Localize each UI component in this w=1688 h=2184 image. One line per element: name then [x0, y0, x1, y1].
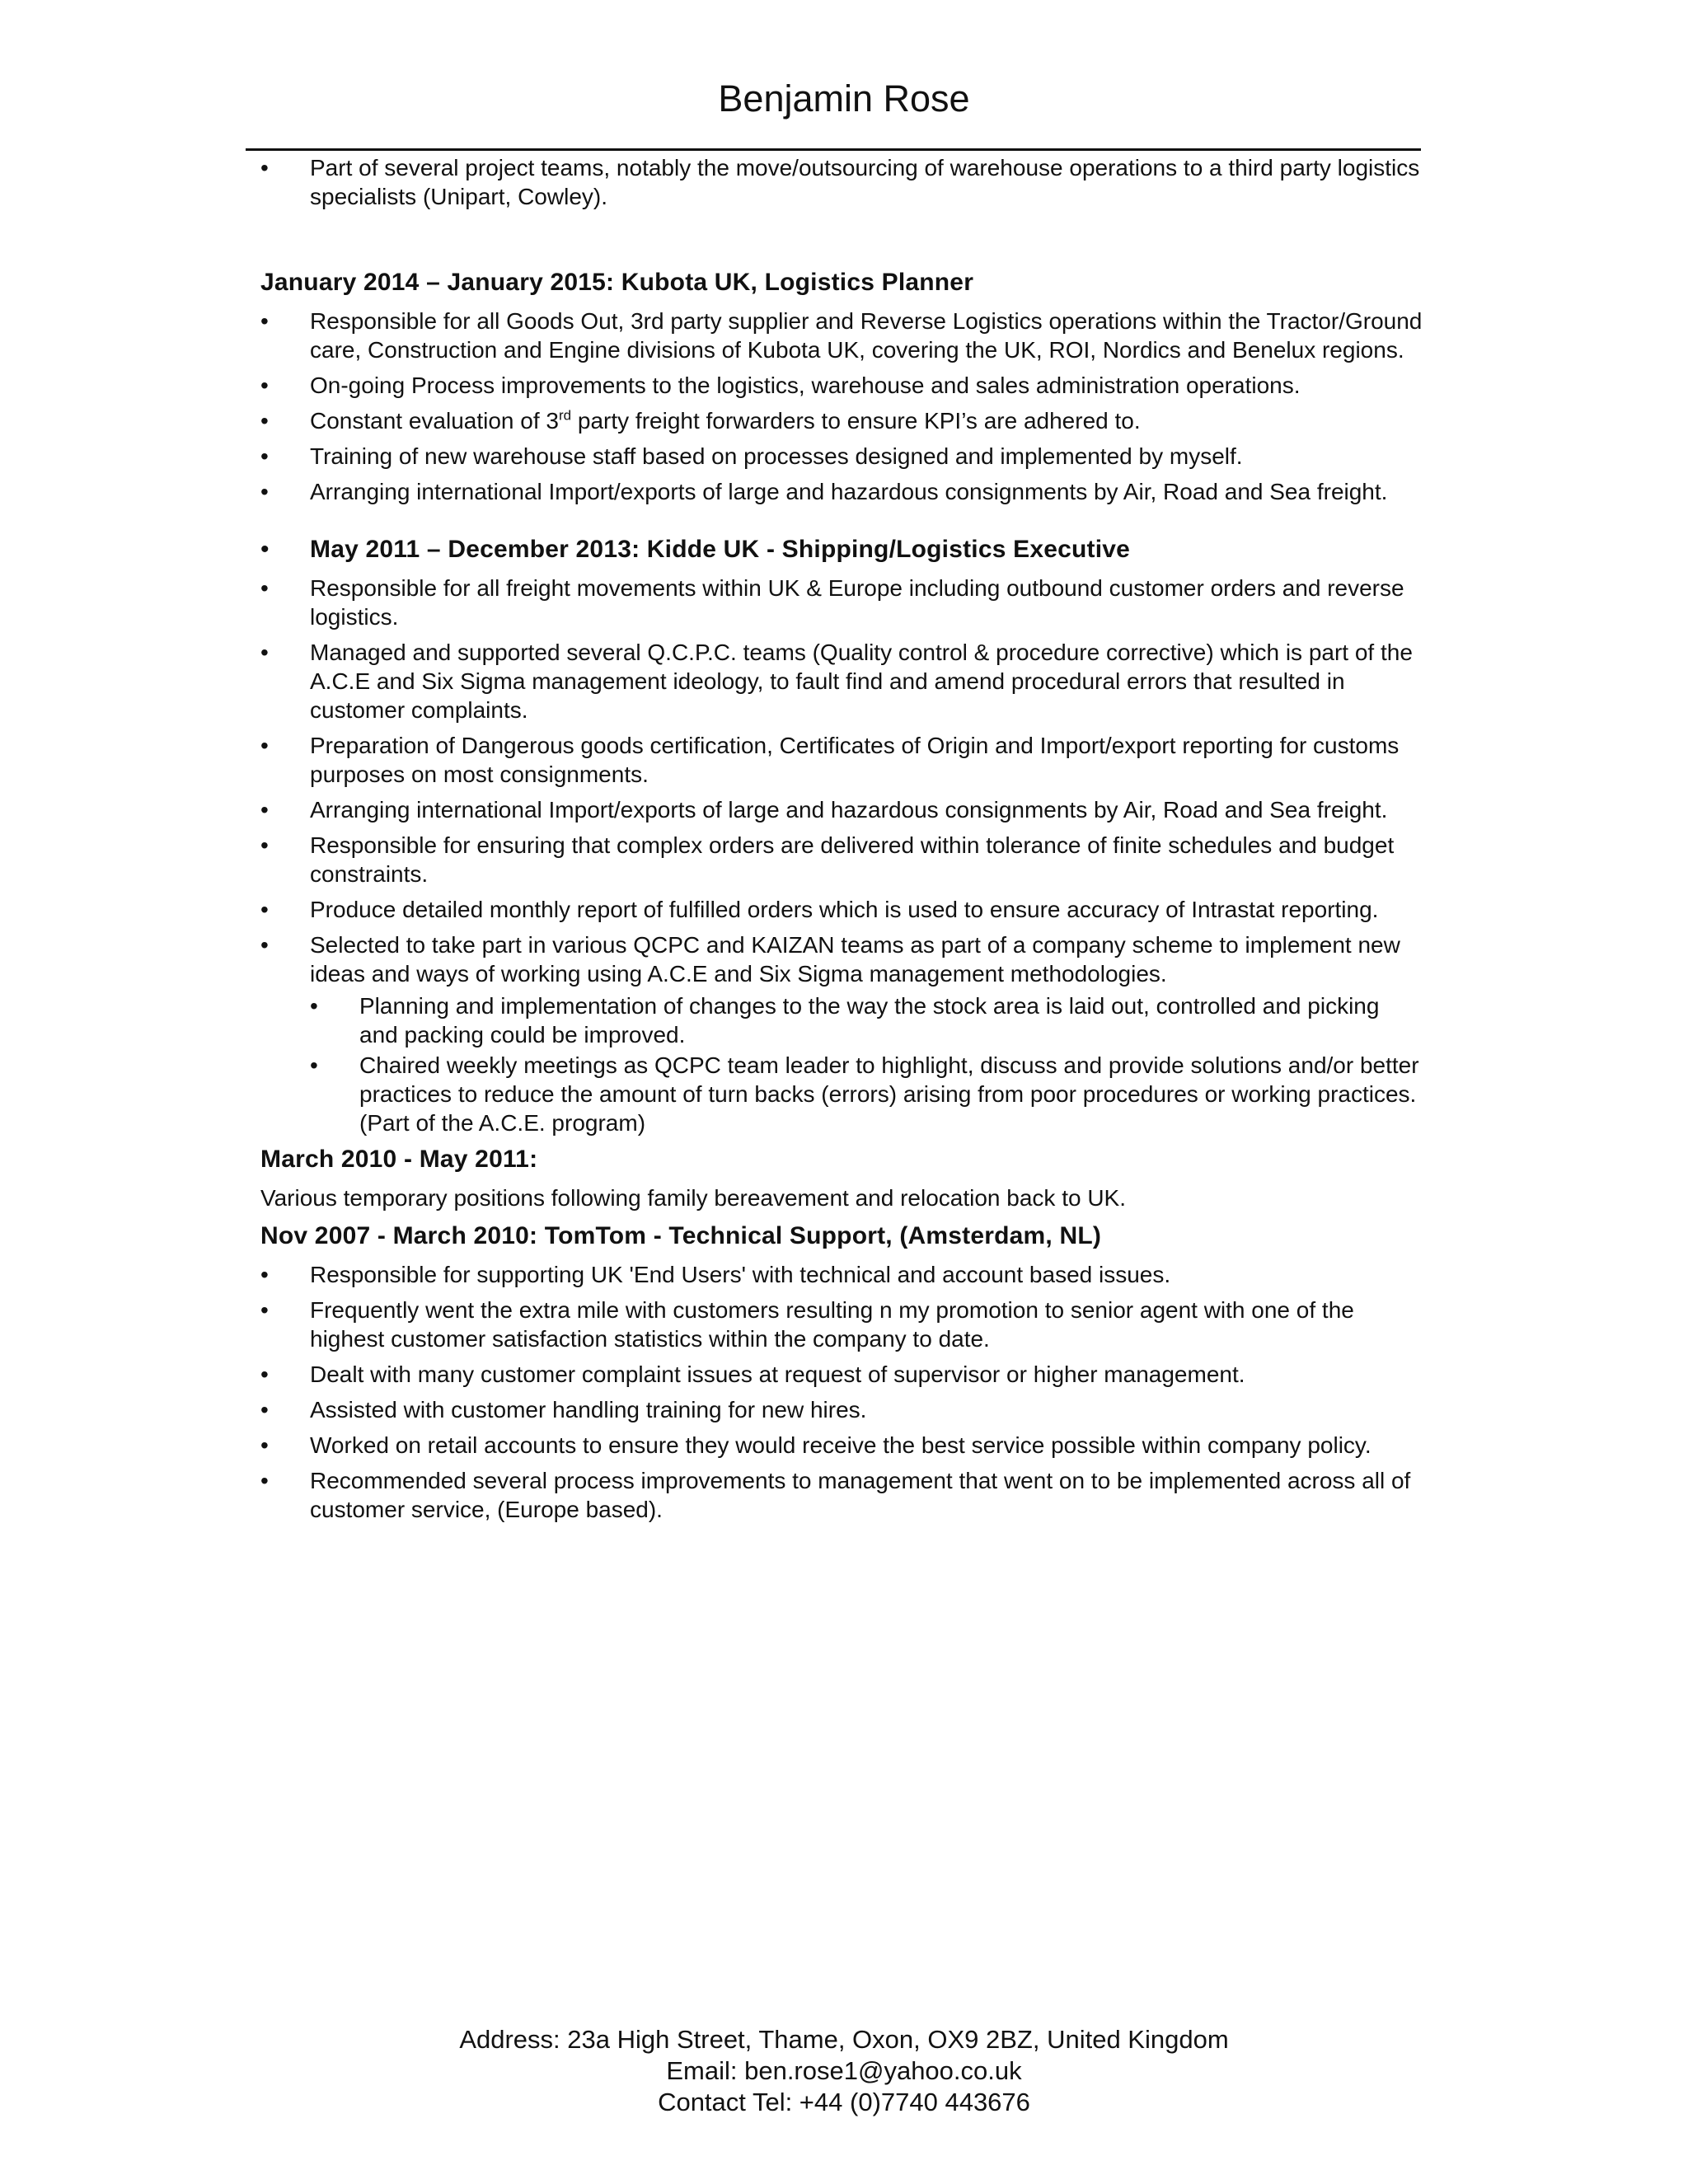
kpi-text-start: Constant evaluation of 3	[310, 408, 559, 434]
list-item: • On-going Process improvements to the logistics, warehouse and sales administration operations.	[260, 371, 1423, 400]
section-kubota	[260, 267, 1423, 506]
list-item: • Dealt with many customer complaint issues at request of supervisor or higher management.	[260, 1360, 1423, 1389]
list-item: • Frequently went the extra mile with customers resulting n my promotion to senior agent with one of the highest customer satisfaction statistics within the company to date.	[260, 1296, 1423, 1353]
section-tomtom	[260, 1221, 1423, 1524]
kubota-list	[260, 307, 1423, 506]
tomtom-list	[260, 1260, 1423, 1524]
kidde-list	[260, 574, 1423, 1137]
intro-list	[260, 153, 1423, 211]
list-item: • Responsible for all freight movements within UK & Europe including outbound customer orders and reverse logistics.	[260, 574, 1423, 631]
section-kidde	[260, 534, 1423, 1137]
section-temporary	[260, 1144, 1423, 1212]
page-title: Benjamin Rose	[718, 77, 970, 120]
list-item: • Part of several project teams, notably the move/outsourcing of warehouse operations to a third party logistics specialists (Unipart, Cowley).	[260, 153, 1423, 211]
list-item-text: Selected to take part in various QCPC and KAIZAN teams as part of a company scheme to implement new ideas and ways of working using A.C.E and Six Sigma management methodologies.	[310, 932, 1400, 987]
list-item: • Managed and supported several Q.C.P.C. teams (Quality control & procedure corrective) which is part of the A.C.E and Six Sigma management ideology, to fault find and amend procedural errors that resulted in customer complaints.	[260, 638, 1423, 724]
section-heading: Nov 2007 - March 2010: TomTom - Technical Support, (Amsterdam, NL)	[260, 1222, 1102, 1249]
contact-footer	[0, 2024, 1688, 2118]
footer-email: Email: ben.rose1@yahoo.co.uk	[666, 2056, 1022, 2085]
list-item: • Arranging international Import/exports of large and hazardous consignments by Air, Road and Sea freight.	[260, 795, 1423, 824]
list-item: • Produce detailed monthly report of fulfilled orders which is used to ensure accuracy of Intrastat reporting.	[260, 895, 1423, 924]
resume-body	[260, 153, 1423, 1530]
list-item: • Preparation of Dangerous goods certification, Certificates of Origin and Import/export reporting for customs purposes on most consignments.	[260, 731, 1423, 789]
list-item: • Arranging international Import/exports of large and hazardous consignments by Air, Road and Sea freight.	[260, 477, 1423, 506]
list-item	[260, 930, 1423, 1137]
footer-phone: Contact Tel: +44 (0)7740 443676	[658, 2088, 1030, 2116]
sub-list-item: • Chaired weekly meetings as QCPC team leader to highlight, discuss and provide solutions and/or better practices to reduce the amount of turn backs (errors) arising from poor procedures or working practices. (Part of the A.C.E. program)	[310, 1051, 1423, 1137]
list-item: • Recommended several process improvements to management that went on to be implemented across all of customer service, (Europe based).	[260, 1466, 1423, 1524]
list-item: • Training of new warehouse staff based on processes designed and implemented by myself.	[260, 442, 1423, 471]
list-item: • Worked on retail accounts to ensure they would receive the best service possible within company policy.	[260, 1431, 1423, 1460]
sub-list-item: • Planning and implementation of changes to the way the stock area is laid out, controlled and picking and packing could be improved.	[310, 991, 1423, 1049]
kpi-text-end: party freight forwarders to ensure KPI’s are adhered to.	[571, 408, 1141, 434]
list-item: • Responsible for ensuring that complex orders are delivered within tolerance of finite schedules and budget constraints.	[260, 831, 1423, 888]
section-heading: March 2010 - May 2011:	[260, 1146, 538, 1173]
kidde-sub-list	[310, 991, 1423, 1137]
kpi-superscript: rd	[558, 407, 572, 424]
list-item: • Responsible for all Goods Out, 3rd party supplier and Reverse Logistics operations within the Tractor/Ground care, Construction and Engine divisions of Kubota UK, covering the UK, ROI, Nordics and Benelux regions.	[260, 307, 1423, 364]
list-item: • Assisted with customer handling training for new hires.	[260, 1395, 1423, 1424]
header-divider	[246, 148, 1421, 151]
section-heading: • May 2011 – December 2013: Kidde UK - Shipping/Logistics Executive	[260, 534, 1423, 565]
list-item	[260, 406, 1423, 435]
list-item: • Responsible for supporting UK 'End Users' with technical and account based issues.	[260, 1260, 1423, 1289]
footer-address: Address: 23a High Street, Thame, Oxon, OX9 2BZ, United Kingdom	[459, 2025, 1229, 2054]
section-text: Various temporary positions following family bereavement and relocation back to UK.	[260, 1185, 1126, 1211]
section-heading: January 2014 – January 2015: Kubota UK, Logistics Planner	[260, 269, 974, 296]
